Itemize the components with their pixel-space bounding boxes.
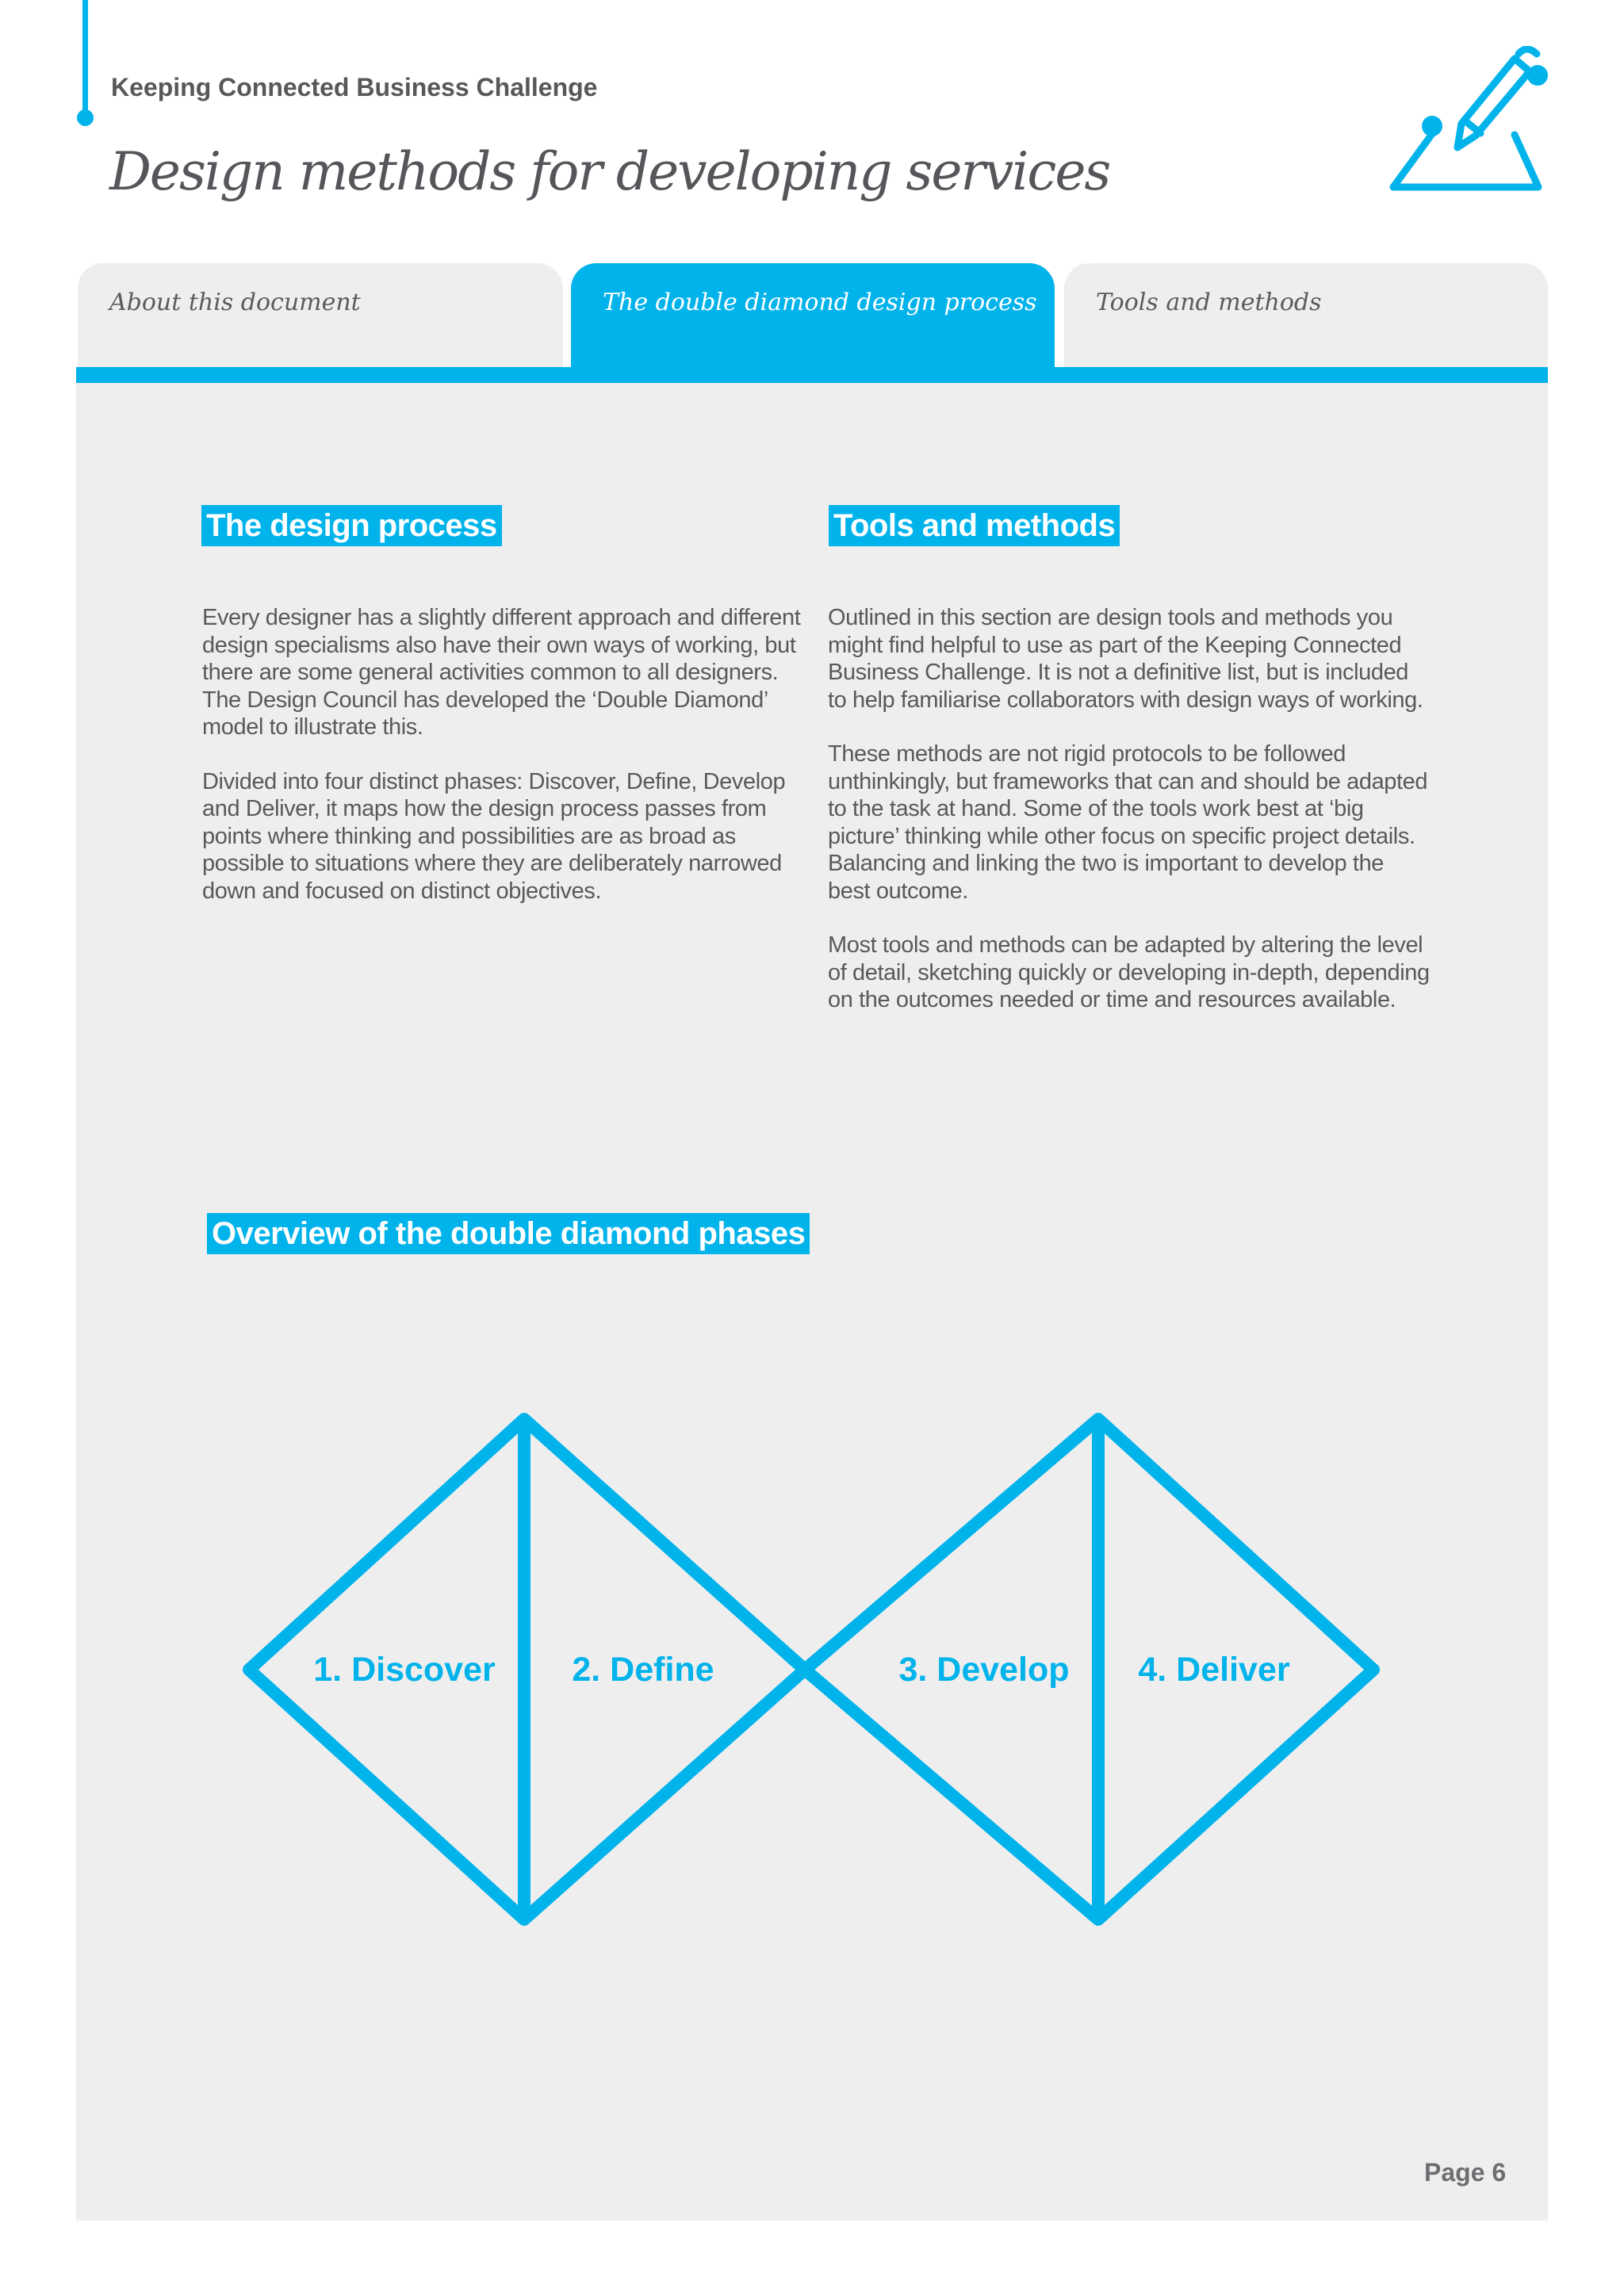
header-accent-rule — [82, 0, 88, 119]
document-label: Keeping Connected Business Challenge — [111, 73, 598, 101]
tab-about-this-document[interactable]: About this document — [78, 263, 563, 368]
tools-methods-paragraph: These methods are not rigid protocols to be followed unthinkingly, but frameworks that can and should be adapted to the task at hand. Some of the tools work best at ‘big picture’ thinking while other focus on specific project details. Balancing and linking the two is important to develop the best outcome. — [828, 741, 1428, 904]
design-process-paragraph: Divided into four distinct phases: Discover, Define, Develop and Deliver, it maps how the design process passes from points where thinking and possibilities are as broad as possible to situations where they are deliberately narrowed down and focused on distinct objectives. — [202, 768, 786, 904]
pencil-on-paper-icon — [1376, 46, 1552, 195]
tab-double-diamond-design-process[interactable]: The double diamond design process — [571, 263, 1055, 368]
phase-label-develop: 3. Develop — [898, 1651, 1070, 1689]
phase-label-deliver: 4. Deliver — [1138, 1651, 1290, 1689]
page-number: Page 6 — [1424, 2158, 1507, 2187]
overview-heading: Overview of the double diamond phases — [207, 1213, 810, 1254]
tools-methods-paragraph: Outlined in this section are design tools and methods you might find helpful to use as part of the Keeping Connected Business Challenge. It is not a definitive list, but is included to help familiarise collaborators with design ways of working. — [828, 605, 1423, 713]
design-process-body — [202, 604, 805, 932]
tab-tools-and-methods[interactable]: Tools and methods — [1064, 263, 1548, 368]
design-process-heading: The design process — [201, 505, 502, 546]
tools-methods-body — [828, 604, 1431, 1041]
design-process-paragraph: Every designer has a slightly different approach and different design specialisms also have their own ways of working, but there are some general activities common to all designers. The Design Council has developed the ‘Double Diamond’ model to illustrate this. — [202, 605, 801, 740]
phase-label-discover: 1. Discover — [313, 1651, 496, 1689]
double-diamond-diagram — [230, 1403, 1404, 1950]
header-accent-dot — [77, 109, 94, 126]
page-title: Design methods for developing services — [109, 141, 1110, 202]
tab-underline-bar — [76, 367, 1548, 383]
phase-label-define: 2. Define — [572, 1651, 714, 1689]
tools-methods-paragraph: Most tools and methods can be adapted by altering the level of detail, sketching quickly or developing in-depth, depending on the outcomes needed or time and resources available. — [828, 932, 1430, 1012]
tools-methods-heading: Tools and methods — [829, 505, 1120, 546]
